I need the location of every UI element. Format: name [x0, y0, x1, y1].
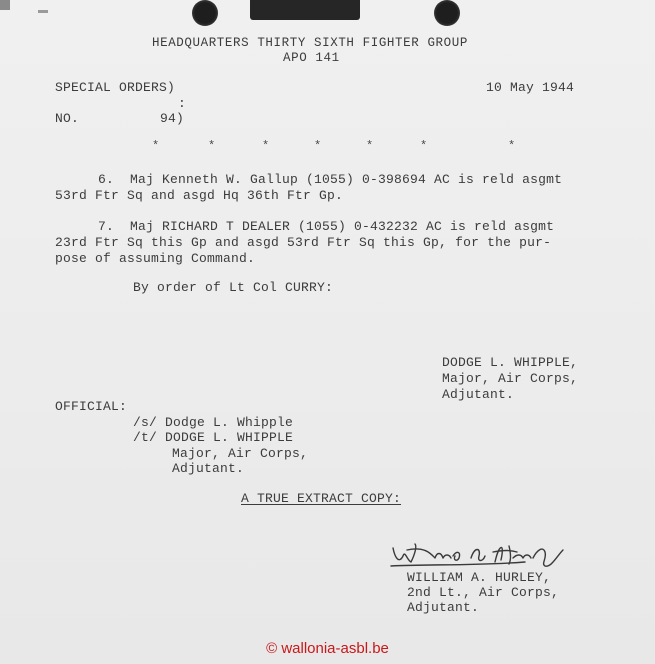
separator-star: * [420, 139, 428, 153]
signatory-rank: Major, Air Corps, [442, 371, 579, 386]
order-date: 10 May 1944 [486, 80, 575, 95]
separator-star: * [152, 139, 160, 153]
official-rank: Major, Air Corps, [172, 446, 309, 461]
official-title: Adjutant. [172, 461, 245, 476]
order-number-value: 94) [160, 111, 185, 126]
paragraph-7-line-2: 23rd Ftr Sq this Gp and asgd 53rd Ftr Sq this Gp, for the pur- [55, 235, 552, 250]
binder-clip-shadow [250, 0, 360, 20]
by-order-line: By order of Lt Col CURRY: [133, 280, 334, 295]
certifier-name: WILLIAM A. HURLEY, [407, 570, 552, 585]
separator-star: * [208, 139, 216, 153]
official-signed-line: /s/ Dodge L. Whipple [133, 415, 294, 430]
certifier-rank: 2nd Lt., Air Corps, [407, 585, 560, 600]
official-typed-line: /t/ DODGE L. WHIPPLE [133, 430, 294, 445]
paragraph-7-line-3: pose of assuming Command. [55, 251, 256, 266]
separator-star: * [366, 139, 374, 153]
paragraph-6-line-1: 6. Maj Kenneth W. Gallup (1055) 0-398694 AC is reld asgmt [98, 172, 563, 187]
official-label: OFFICIAL: [55, 399, 128, 414]
separator-star: * [508, 139, 516, 153]
certifier-title: Adjutant. [407, 600, 480, 615]
signatory-title: Adjutant. [442, 387, 515, 402]
header-apo: APO 141 [283, 51, 340, 65]
copyright-footer: © wallonia-asbl.be [266, 640, 389, 657]
header-title: HEADQUARTERS THIRTY SIXTH FIGHTER GROUP [152, 36, 468, 50]
separator-star: * [314, 139, 322, 153]
punch-hole-right [434, 0, 460, 26]
paragraph-7-line-1: 7. Maj RICHARD T DEALER (1055) 0-432232 AC is reld asgmt [98, 219, 555, 234]
true-extract-copy: A TRUE EXTRACT COPY: [241, 491, 402, 506]
punch-hole-left [192, 0, 218, 26]
separator-star: * [262, 139, 270, 153]
order-number-label: NO. [55, 111, 80, 126]
orders-colon: : [178, 96, 187, 111]
scan-edge-mark [38, 10, 48, 13]
paragraph-6-line-2: 53rd Ftr Sq and asgd Hq 36th Ftr Gp. [55, 188, 344, 203]
special-orders-label: SPECIAL ORDERS) [55, 80, 176, 95]
scan-edge-mark [0, 0, 10, 10]
signatory-name: DODGE L. WHIPPLE, [442, 355, 579, 370]
